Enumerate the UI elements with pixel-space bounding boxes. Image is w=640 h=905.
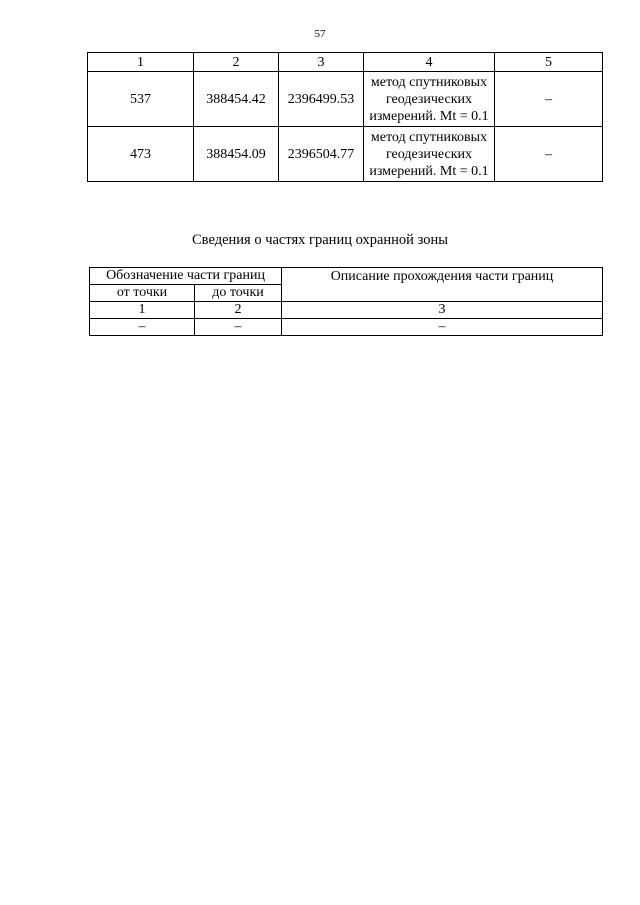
method-line: измерений. Mt = 0.1 [369, 163, 489, 179]
page-number: 57 [314, 28, 326, 40]
from-point-cell: – [90, 319, 195, 336]
boundary-parts-table [89, 267, 603, 336]
method-line: метод спутниковых [370, 74, 488, 90]
y-coordinate-cell: 2396499.53 [279, 72, 364, 127]
parts-header-row [90, 268, 603, 285]
point-number-cell: 537 [88, 72, 194, 127]
table-row [90, 319, 603, 336]
to-point-cell: – [195, 319, 282, 336]
method-line: геодезических [385, 146, 472, 162]
column-number-cell: 5 [495, 53, 603, 72]
note-cell: – [495, 127, 603, 182]
coordinates-header-row [88, 53, 603, 72]
to-point-header-cell: до точки [195, 285, 282, 302]
note-cell: – [495, 72, 603, 127]
section-title: Сведения о частях границ охранной зоны [192, 232, 448, 248]
column-number-cell: 4 [364, 53, 495, 72]
table-row [88, 72, 603, 127]
method-line: геодезических [385, 91, 472, 107]
y-coordinate-cell: 2396504.77 [279, 127, 364, 182]
table-row [88, 127, 603, 182]
column-number-cell: 2 [194, 53, 279, 72]
column-number-cell: 3 [282, 302, 603, 319]
method-cell [364, 127, 495, 182]
coordinates-table [87, 52, 603, 182]
x-coordinate-cell: 388454.09 [194, 127, 279, 182]
method-line: измерений. Mt = 0.1 [369, 108, 489, 124]
parts-number-row [90, 302, 603, 319]
group-header-cell: Обозначение части границ [90, 268, 282, 285]
point-number-cell: 473 [88, 127, 194, 182]
column-number-cell: 2 [195, 302, 282, 319]
column-number-cell: 1 [90, 302, 195, 319]
column-number-cell: 3 [279, 53, 364, 72]
description-cell: – [282, 319, 603, 336]
column-number-cell: 1 [88, 53, 194, 72]
method-cell [364, 72, 495, 127]
description-header-cell: Описание прохождения части границ [282, 268, 603, 302]
x-coordinate-cell: 388454.42 [194, 72, 279, 127]
from-point-header-cell: от точки [90, 285, 195, 302]
method-line: метод спутниковых [370, 129, 488, 145]
